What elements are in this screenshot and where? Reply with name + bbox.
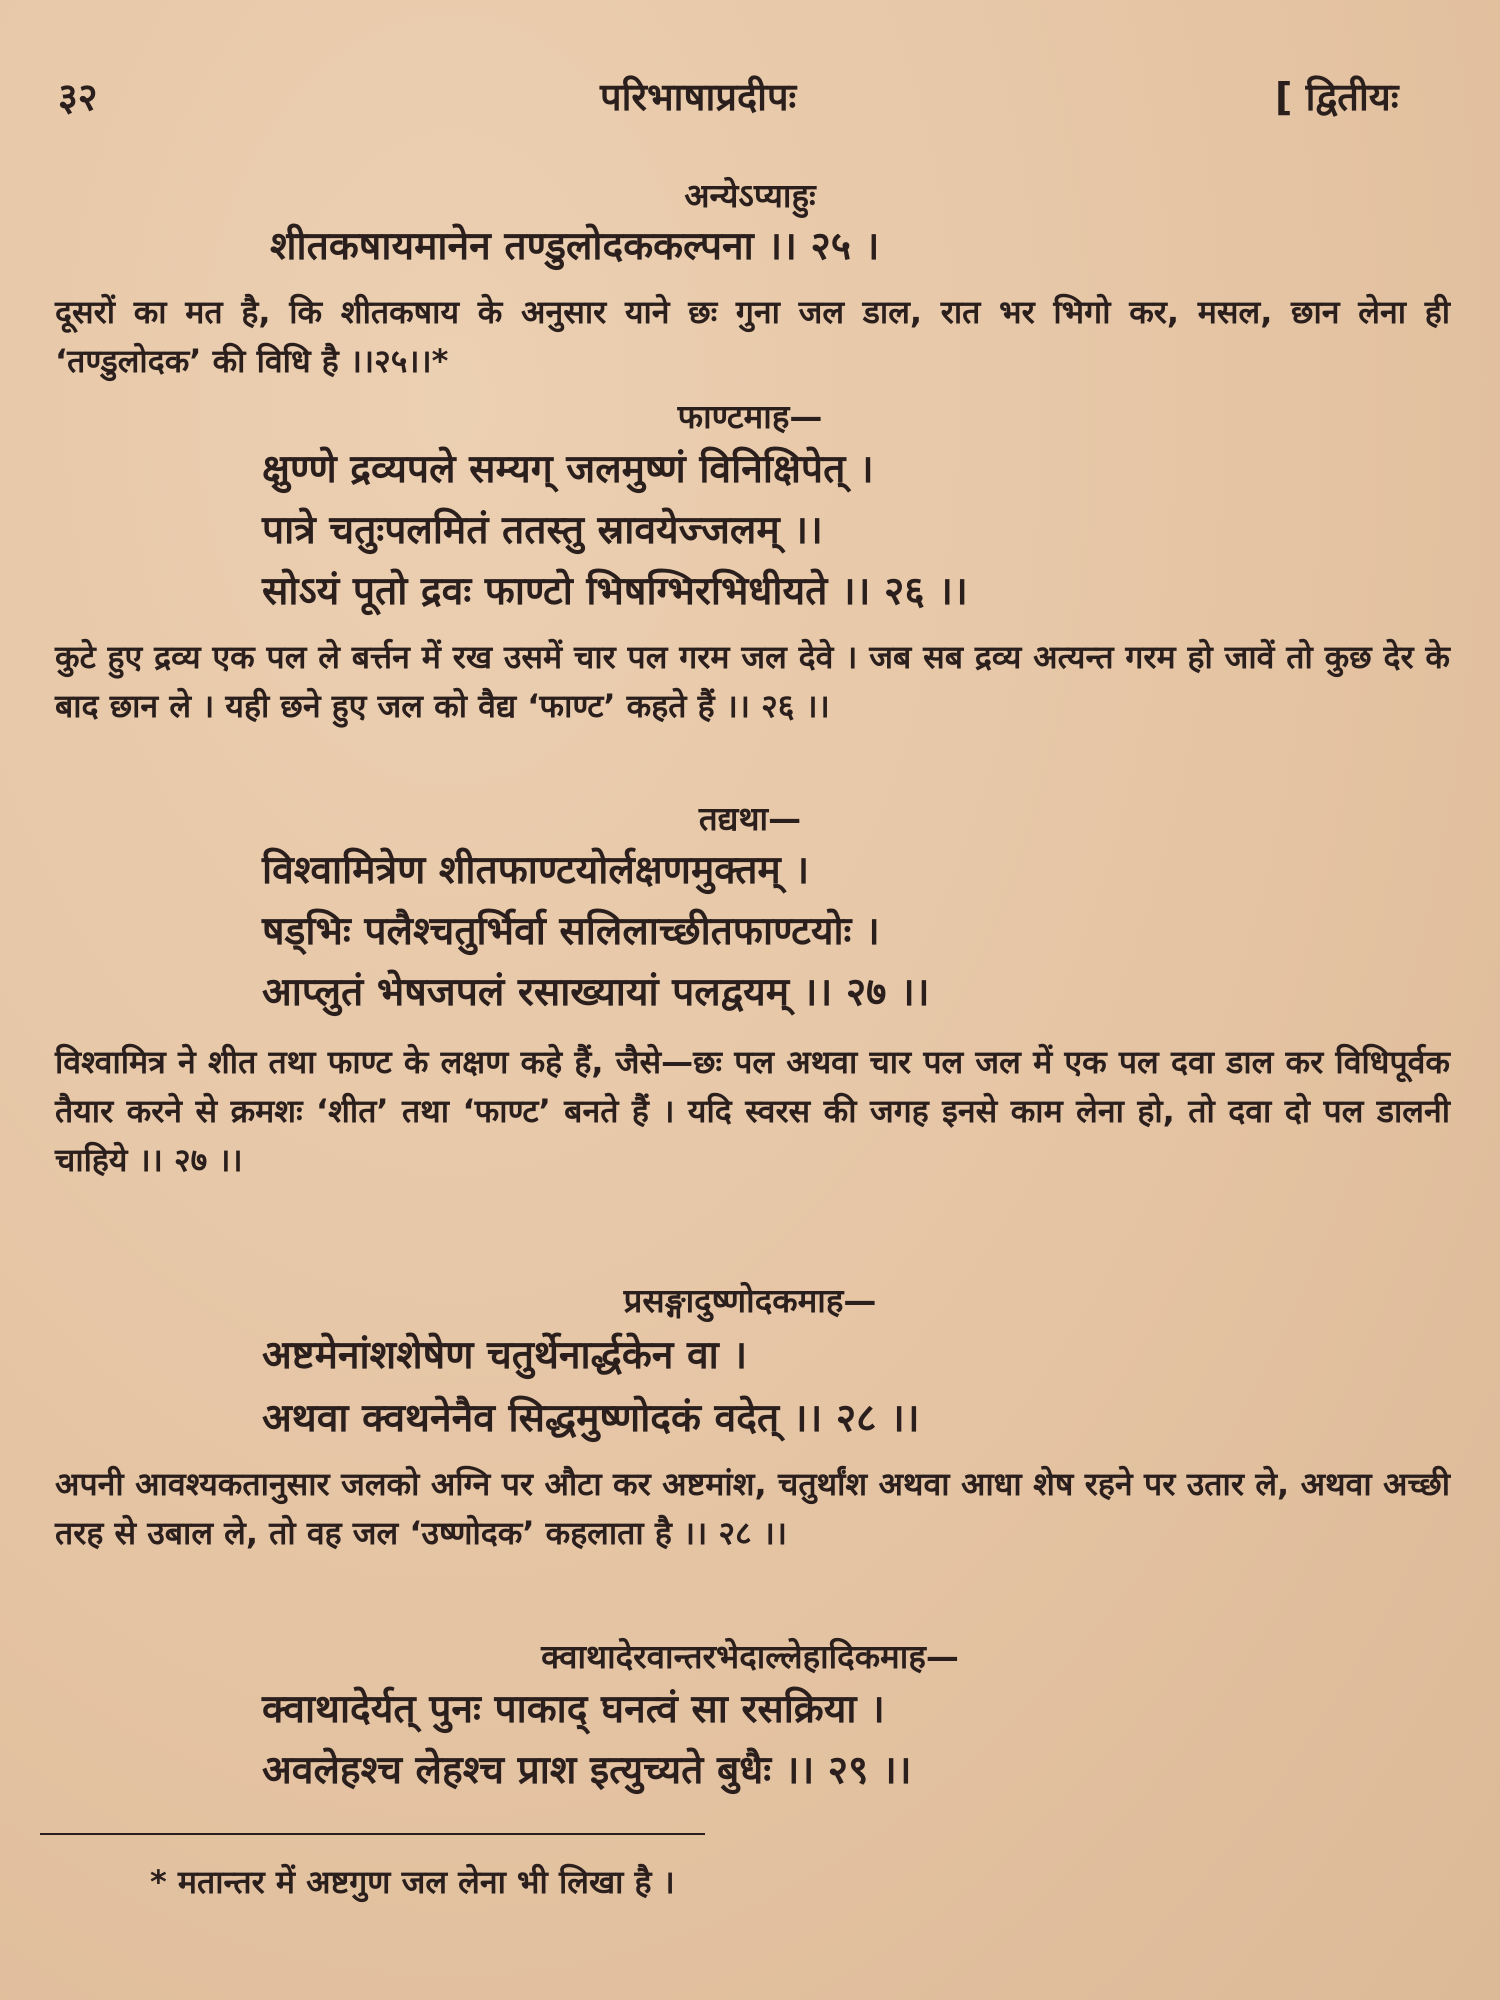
commentary-paragraph: अपनी आवश्यकतानुसार जलको अग्नि पर औटा कर अष्टमांश, चतुर्थांश अथवा आधा शेष रहने पर उतार ले, अथवा अच्छी तरह से उबाल ले, तो वह जल ‘उष्णोदक’ कहलाता है ।। २८ ।। bbox=[55, 1465, 1450, 1552]
verse-line: शीतकषायमानेन तण्डुलोदककल्पना ।। २५ । bbox=[270, 224, 880, 269]
page-number: ३२ bbox=[58, 75, 98, 119]
section-heading: फाण्टमाह— bbox=[677, 397, 823, 436]
section-heading: तद्यथा— bbox=[698, 799, 802, 838]
verse-line: विश्वामित्रेण शीतफाण्टयोर्लक्षणमुक्तम् । bbox=[262, 848, 810, 893]
verse-line: पात्रे चतुःपलमितं ततस्तु स्रावयेज्जलम् ।। bbox=[262, 508, 823, 553]
footnote-divider bbox=[40, 1833, 705, 1835]
section-heading: क्वाथादेरवान्तरभेदाल्लेहादिकमाह— bbox=[541, 1637, 959, 1676]
verse-line: अथवा क्वथनेनैव सिद्धमुष्णोदकं वदेत् ।। २८ ।। bbox=[262, 1396, 920, 1441]
commentary-paragraph: कुटे हुए द्रव्य एक पल ले बर्त्तन में रख उसमें चार पल गरम जल देवे । जब सब द्रव्य अत्यन्त गरम हो जावें तो कुछ देर के बाद छान ले । यही छने हुए जल को वैद्य ‘फाण्ट’ कहते हैं ।। २६ ।। bbox=[55, 638, 1450, 725]
verse-line: अष्टमेनांशशेषेण चतुर्थेनार्द्धकेन वा । bbox=[262, 1333, 748, 1378]
section-heading: प्रसङ्गादुष्णोदकमाह— bbox=[623, 1281, 877, 1320]
verse-line: अवलेहश्च लेहश्च प्राश इत्युच्यते बुधैः ।। २९ ।। bbox=[262, 1748, 912, 1793]
verse-line: क्वाथादेर्यत् पुनः पाकाद् घनत्वं सा रसक्रिया । bbox=[262, 1687, 885, 1732]
verse-line: क्षुण्णे द्रव्यपले सम्यग् जलमुष्णं विनिक्षिपेत् । bbox=[262, 447, 874, 492]
section-heading: अन्येऽप्याहुः bbox=[684, 176, 816, 215]
chapter-label: [ द्वितीयः bbox=[1275, 75, 1399, 119]
verse-line: सोऽयं पूतो द्रवः फाण्टो भिषग्भिरभिधीयते ।। २६ ।। bbox=[262, 569, 968, 614]
commentary-paragraph: विश्वामित्र ने शीत तथा फाण्ट के लक्षण कहे हैं, जैसे—छः पल अथवा चार पल जल में एक पल दवा डाल कर विधिपूर्वक तैयार करने से क्रमशः ‘शीत’ तथा ‘फाण्ट’ बनते हैं । यदि स्वरस की जगह इनसे काम लेना हो, तो दवा दो पल डालनी चाहिये ।। २७ ।। bbox=[55, 1043, 1450, 1179]
commentary-paragraph: दूसरों का मत है, कि शीतकषाय के अनुसार याने छः गुना जल डाल, रात भर भिगो कर, मसल, छान लेना ही ‘तण्डुलोदक’ की विधि है ।।२५।।* bbox=[55, 293, 1450, 380]
verse-line: आप्लुतं भेषजपलं रसाख्यायां पलद्वयम् ।। २७ ।। bbox=[262, 970, 930, 1015]
verse-line: षड्भिः पलैश्चतुर्भिर्वा सलिलाच्छीतफाण्टयोः । bbox=[262, 909, 880, 954]
footnote: * मतान्तर में अष्टगुण जल लेना भी लिखा है । bbox=[150, 1863, 675, 1901]
running-title: परिभाषाप्रदीपः bbox=[600, 75, 797, 119]
